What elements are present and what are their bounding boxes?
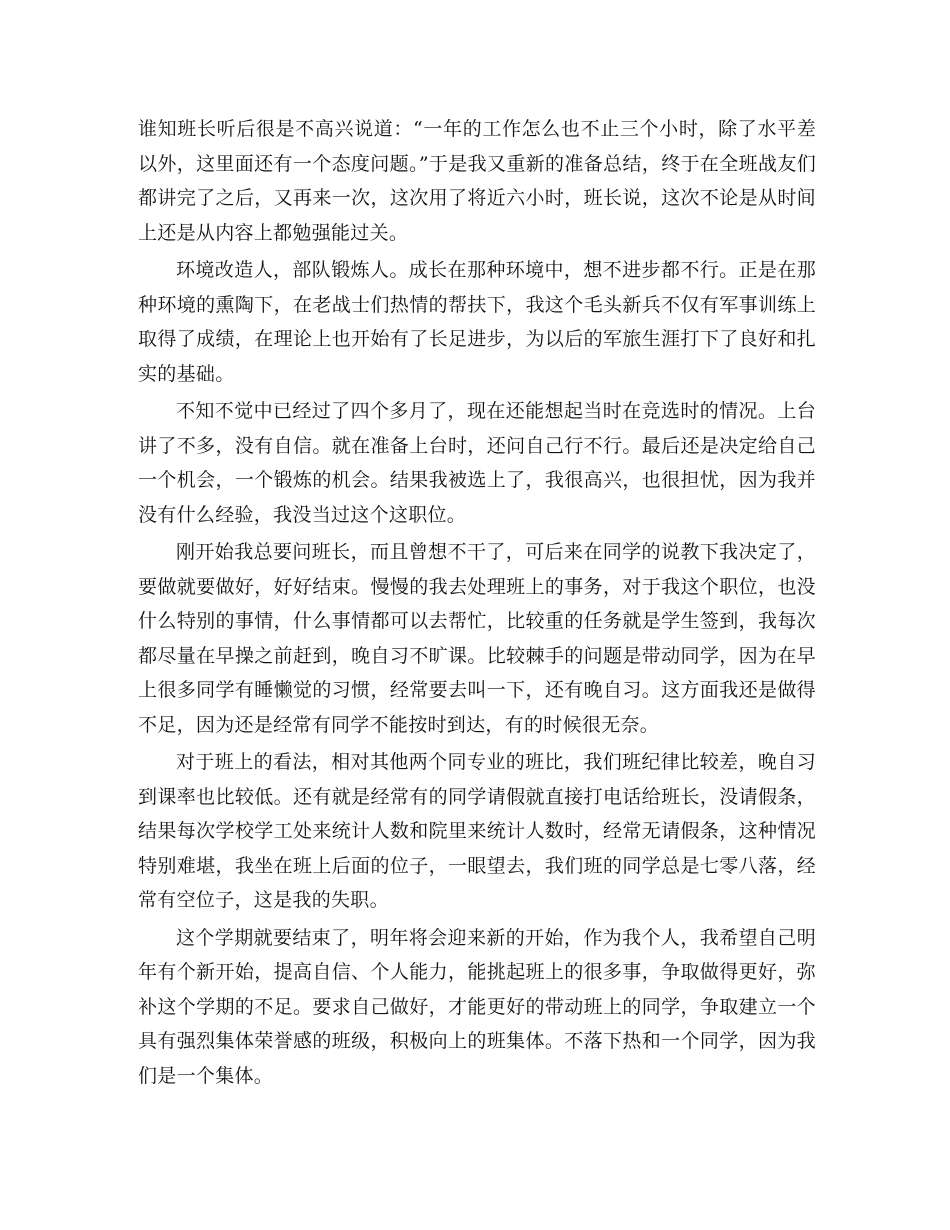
paragraph-6: 这个学期就要结束了，明年将会迎来新的开始，作为我个人，我希望自己明年有个新开始，提高自信、个人能力，能挑起班上的很多事，争取做得更好，弥补这个学期的不足。要求自己做好，才能更好的带动班上的同学，争取建立一个具有强烈集体荣誉感的班级，积极向上的班集体。不落下热和一个同学，因为我们是一个集体。 [138, 926, 816, 1087]
paragraph-3: 不知不觉中已经过了四个多月了，现在还能想起当时在竞选时的情况。上台讲了不多，没有自信。就在准备上台时，还问自己行不行。最后还是决定给自己一个机会，一个锻炼的机会。结果我被选上了，我很高兴，也很担忧，因为我并没有什么经验，我没当过这个这职位。 [138, 400, 816, 526]
paragraph-2: 环境改造人，部队锻炼人。成长在那种环境中，想不进步都不行。正是在那种环境的熏陶下，在老战士们热情的帮扶下，我这个毛头新兵不仅有军事训练上取得了成绩，在理论上也开始有了长足进步，为以后的军旅生涯打下了良好和扎实的基础。 [138, 259, 816, 385]
paragraph-4: 刚开始我总要问班长，而且曾想不干了，可后来在同学的说教下我决定了，要做就要做好，好好结束。慢慢的我去处理班上的事务，对于我这个职位，也没什么特别的事情，什么事情都可以去帮忙，比较重的任务就是学生签到，我每次都尽量在早操之前赶到，晚自习不旷课。比较棘手的问题是带动同学，因为在早上很多同学有睡懒觉的习惯，经常要去叫一下，还有晚自习。这方面我还是做得不足，因为还是经常有同学不能按时到达，有的时候很无奈。 [138, 541, 816, 736]
paragraph-5: 对于班上的看法，相对其他两个同专业的班比，我们班纪律比较差，晚自习到课率也比较低。还有就是经常有的同学请假就直接打电话给班长，没请假条，结果每次学校学工处来统计人数和院里来统计人数时，经常无请假条，这种情况特别难堪，我坐在班上后面的位子，一眼望去，我们班的同学总是七零八落，经常有空位子，这是我的失职。 [138, 751, 816, 911]
document-body [138, 112, 816, 1096]
paragraph-1: 谁知班长听后很是不高兴说道：“一年的工作怎么也不止三个小时，除了水平差以外，这里面还有一个态度问题。”于是我又重新的准备总结，终于在全班战友们都讲完了之后，又再来一次，这次用了将近六小时，班长说，这次不论是从时间上还是从内容上都勉强能过关。 [138, 118, 816, 244]
